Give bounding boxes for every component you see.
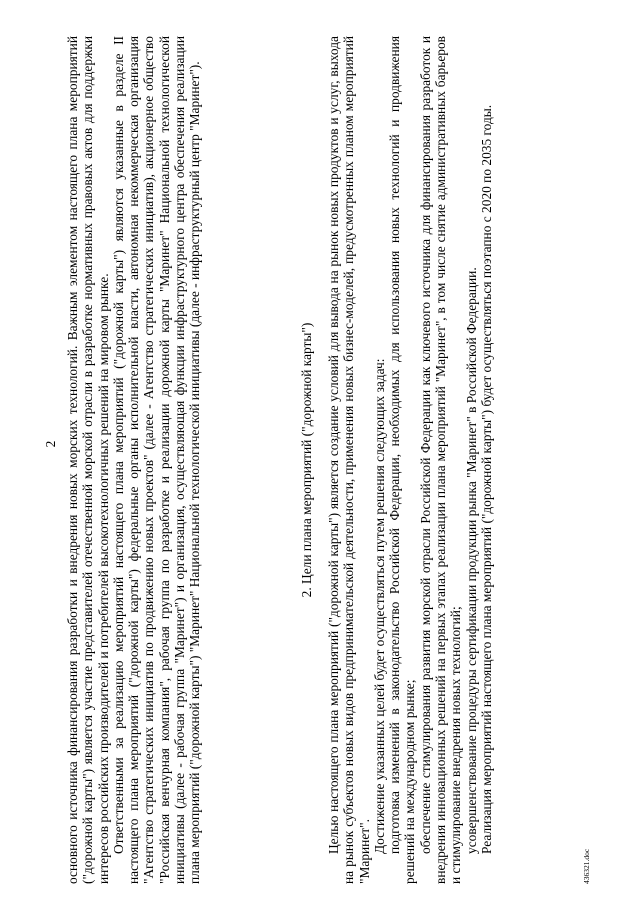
paragraph-3: Целью настоящего плана мероприятий ("дорожной карты") является создание условий для вывода на рынок новых продуктов и услуг, выхода на рынок субъектов новых видов предпринимательской деятельности, применения новых бизнес-моделей, предусмотренных планом мероприятий "Маринет". [326,36,372,884]
paragraph-2: Ответственными за реализацию мероприятий настоящего плана мероприятий ("дорожной карты") являются указанные в разделе II настоящего плана мероприятий ("дорожной карты") федеральные органы исполнительной власти, автономная некоммерческая организация "Агентство стратегических инициатив по продвижению новых проектов" (далее - Агентство стратегических инициатив), акционерное общество "Российская венчурная компания", рабочая группа по разработке и реализации дорожной карты "Маринет" Национальной технологической инициативы (далее - рабочая группа "Маринет") и организация, осуществляющая функции инфраструктурного центра обеспечения реализации плана мероприятий ("дорожной карты") "Маринет" Национальной технологической инициативы (далее - инфраструктурный центр "Маринет"). [110,36,203,884]
paragraph-block-1 [65,36,203,884]
section-heading: 2. Цели плана мероприятий ("дорожной карты") [299,322,314,598]
page-number: 2 [43,440,58,448]
document-file-label: 436321.doc [582,848,591,884]
paragraph-1: основного источника финансирования разработки и внедрения новых морских технологий. Важным элементом настоящего плана мероприятий ("дорожной карты") является участие представителей отечественной морской отрасли в разработке нормативных правовых актов для поддержки интересов российских производителей и потребителей высокотехнологичных решений на мировом рынке. [65,36,111,884]
paragraph-7: усовершенствование процедуры сертификации продукции рынка "Маринет" в Российской Федерации. [463,267,479,854]
paragraph-5: подготовка изменений в законодательство Российской Федерации, необходимых для использования новых технологий и продвижения решений на международном рынке; [387,36,418,884]
paragraph-6: обеспечение стимулирования развития морской отрасли Российской Федерации как ключевого источника для финансирования разработок и внедрения инновационных решений на первых этапах реализации плана мероприятий "Маринет", в том числе снятие административных барьеров и стимулирование внедрения новых технологий; [417,36,464,884]
paragraph-block-2 [326,36,494,884]
paragraph-8: Реализация мероприятий настоящего плана мероприятий ("дорожной карты") будет осуществляться поэтапно с 2020 по 2035 годы. [478,104,494,854]
rotated-page-content [42,4,602,884]
paragraph-4: Достижение указанных целей будет осуществляться путем решения следующих задач: [371,358,387,854]
